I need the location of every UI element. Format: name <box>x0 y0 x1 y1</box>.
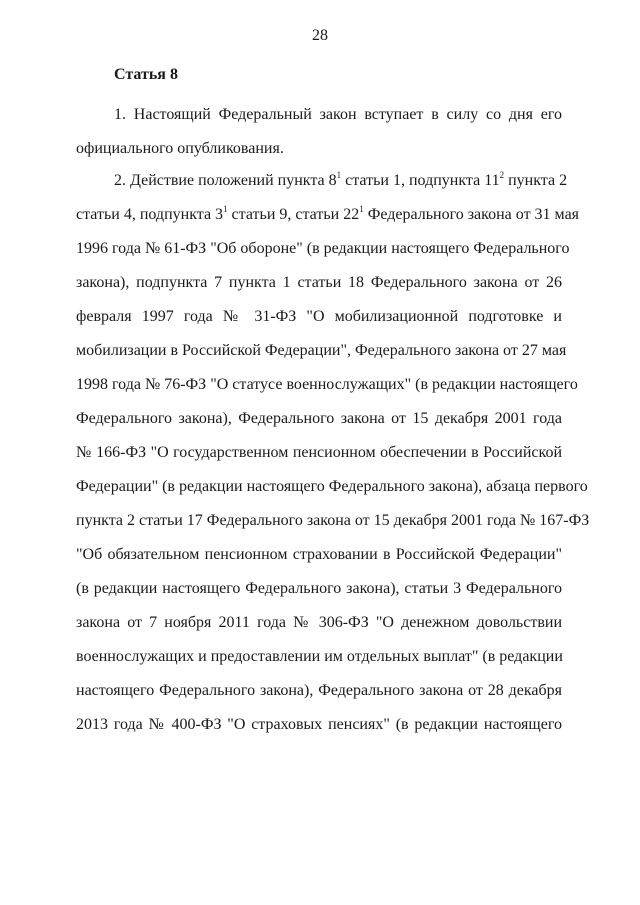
superscript: 1 <box>223 204 228 214</box>
paragraph-line: настоящего Федерального закона), Федерального закона от 28 декабря <box>76 682 562 699</box>
article-title: Статья 8 <box>114 66 178 83</box>
paragraph-line: "Об обязательном пенсионном страховании в Российской Федерации" <box>76 546 562 563</box>
paragraph-line: 1. Настоящий Федеральный закон вступает в силу со дня его <box>114 106 562 123</box>
paragraph-2 <box>76 164 590 742</box>
paragraph-line: Федерального закона), Федерального закона от 15 декабря 2001 года <box>76 410 562 427</box>
superscript: 1 <box>336 170 342 180</box>
paragraph-line: 1996 года № 61-ФЗ "Об обороне" (в редакции настоящего Федерального <box>76 240 570 257</box>
paragraph-line: статьи 4, подпункта $3^1$ статьи 9, статьи $22^1$ Федерального закона от 31 мая <box>76 204 580 223</box>
paragraph-line: военнослужащих и предоставлении им отдельных выплат" (в редакции <box>76 648 563 665</box>
paragraph-line: 2013 года № 400-ФЗ "О страховых пенсиях" (в редакции настоящего <box>76 716 562 733</box>
superscript: 1 <box>359 204 364 214</box>
paragraph-line: 2. Действие положений пункта $8^1$ статьи 1, подпункта $11^2$ пункта 2 <box>114 170 568 189</box>
paragraph-line: Федерации" (в редакции настоящего Федерального закона), абзаца первого <box>76 478 588 495</box>
paragraph-line: закона от 7 ноября 2011 года № 306-ФЗ "О денежном довольствии <box>76 614 562 631</box>
superscript: 2 <box>499 170 505 180</box>
paragraph-line: № 166-ФЗ "О государственном пенсионном обеспечении в Российской <box>76 444 562 461</box>
paragraph-line: мобилизации в Российской Федерации", Федерального закона от 27 мая <box>76 342 567 359</box>
paragraph-line: (в редакции настоящего Федерального закона), статьи 3 Федерального <box>76 580 562 597</box>
paragraph-1 <box>76 98 562 166</box>
paragraph-line: пункта 2 статьи 17 Федерального закона от 15 декабря 2001 года № 167-ФЗ <box>76 512 590 529</box>
paragraph-line: 1998 года № 76-ФЗ "О статусе военнослужащих" (в редакции настоящего <box>76 376 578 393</box>
paragraph-line: официального опубликования. <box>76 140 284 157</box>
page-number: 28 <box>312 27 328 44</box>
paragraph-line: закона), подпункта 7 пункта 1 статьи 18 Федерального закона от 26 <box>76 274 562 291</box>
paragraph-line: февраля 1997 года № 31-ФЗ "О мобилизационной подготовке и <box>76 308 562 325</box>
